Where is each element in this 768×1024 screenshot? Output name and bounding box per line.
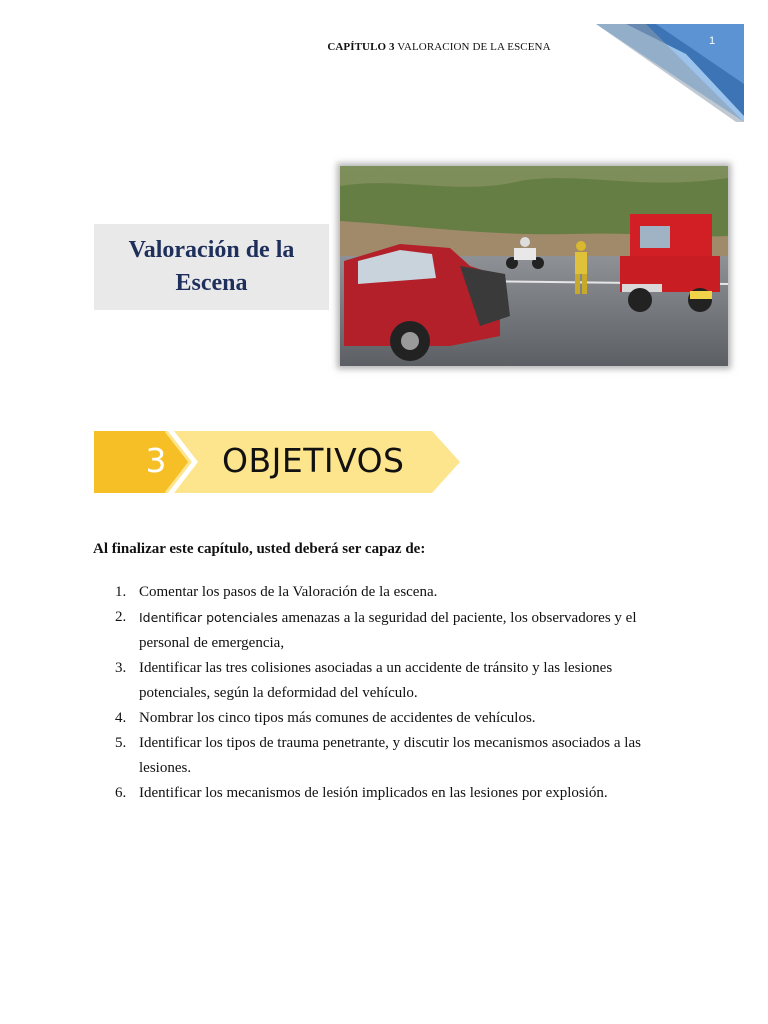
list-item-number: 5. xyxy=(115,735,127,751)
car-crash-photo xyxy=(340,166,728,366)
objectives-heading: OBJETIVOS xyxy=(222,441,405,480)
list-item xyxy=(93,781,673,806)
chapter-title-box xyxy=(94,224,329,310)
header-chapter-title: VALORACION DE LA ESCENA xyxy=(394,41,551,53)
list-item-number: 2. xyxy=(115,609,127,625)
list-item-text: amenazas a la seguridad del paciente, los observadores y el personal de emergencia, xyxy=(139,610,637,651)
objectives-intro: Al finalizar este capítulo, usted deberá ser capaz de: xyxy=(93,541,426,557)
list-item xyxy=(93,656,673,706)
list-item-text: Identificar las tres colisiones asociadas a un accidente de tránsito y las lesiones potenciales, según la deformidad del vehículo. xyxy=(139,660,613,701)
list-item xyxy=(93,580,673,605)
list-item-lead: Identificar potenciales xyxy=(139,610,278,625)
list-item-number: 4. xyxy=(115,710,127,726)
list-item-text: Identificar los mecanismos de lesión implicados en las lesiones por explosión. xyxy=(139,785,608,801)
header-chapter-number: CAPÍTULO 3 xyxy=(327,41,395,53)
chapter-title: Valoración de la Escena xyxy=(128,237,295,296)
chapter-number: 3 xyxy=(145,441,167,480)
list-item-text: Comentar los pasos de la Valoración de la escena. xyxy=(139,584,438,600)
list-item-text: Nombrar los cinco tipos más comunes de accidentes de vehículos. xyxy=(139,710,536,726)
list-item-number: 1. xyxy=(115,584,127,600)
list-item xyxy=(93,706,673,731)
objectives-list xyxy=(93,580,673,806)
page-number: 1 xyxy=(708,35,716,47)
list-item-text: Identificar los tipos de trauma penetrante, y discutir los mecanismos asociados a las lesiones. xyxy=(139,735,641,776)
list-item-number: 3. xyxy=(115,660,127,676)
list-item xyxy=(93,605,673,656)
list-item xyxy=(93,731,673,781)
list-item-number: 6. xyxy=(115,785,127,801)
